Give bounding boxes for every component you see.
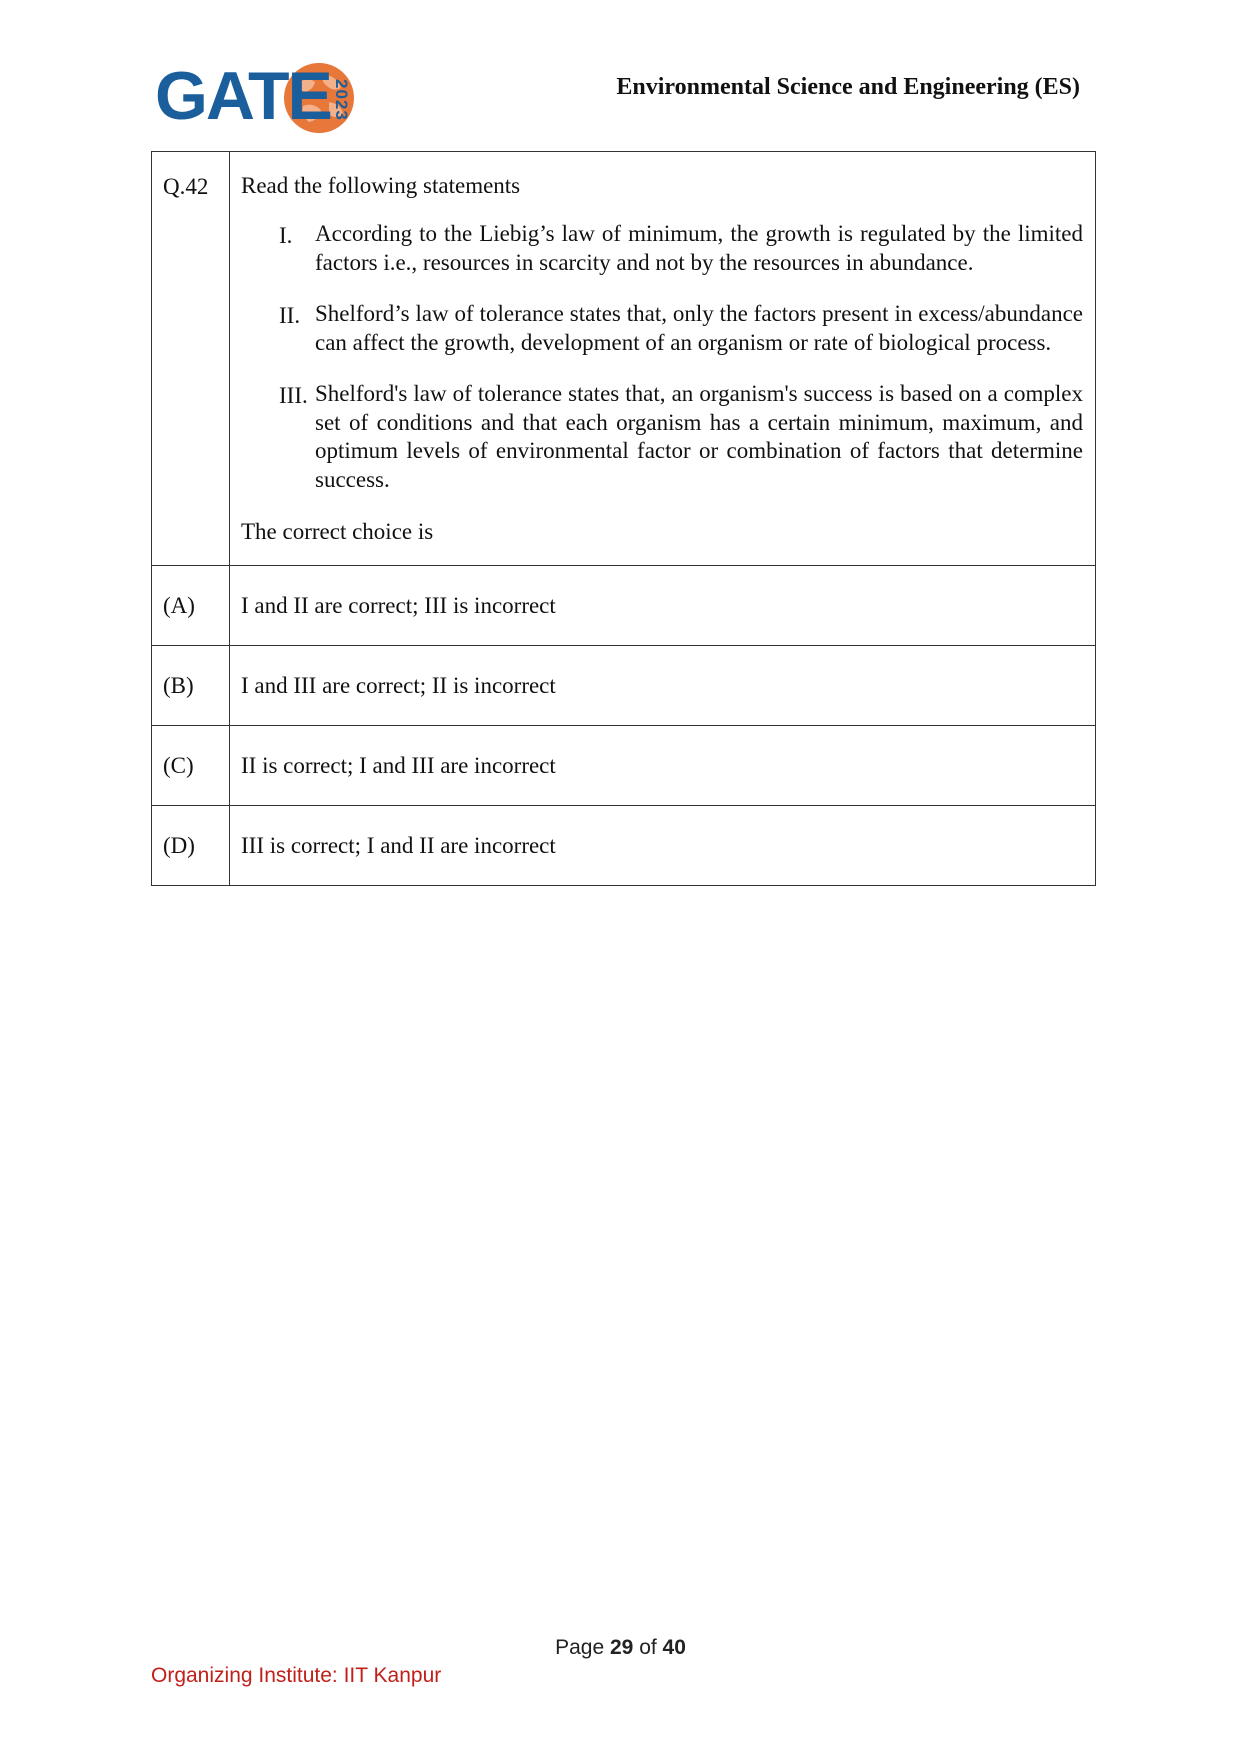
question-prompt: Read the following statements xyxy=(241,173,521,198)
statement-label: II. xyxy=(279,303,301,328)
logo-year: 2023 xyxy=(332,79,351,121)
option-row xyxy=(152,726,1096,806)
page-of: of xyxy=(639,1636,657,1659)
option-text: II is correct; I and III are incorrect xyxy=(230,726,1096,806)
option-row xyxy=(152,646,1096,726)
page-prefix: Page xyxy=(555,1636,605,1659)
option-label: (A) xyxy=(152,566,230,646)
option-text: III is correct; I and II are incorrect xyxy=(230,806,1096,886)
page-total: 40 xyxy=(662,1636,686,1659)
option-label: (C) xyxy=(152,726,230,806)
question-row xyxy=(152,152,1096,566)
statement-text: According to the Liebig’s law of minimum, the growth is regulated by the limited factors i.e., resources in scarcity and not by the resources in abundance. xyxy=(315,221,1083,275)
option-row xyxy=(152,806,1096,886)
organizing-institute: Organizing Institute: IIT Kanpur xyxy=(151,1664,442,1687)
logo-text: GATE xyxy=(155,58,331,134)
page-number xyxy=(0,1636,1241,1660)
statement-text: Shelford’s law of tolerance states that, only the factors present in excess/abundance can affect the growth, development of an organism or rate of biological process. xyxy=(315,301,1083,355)
option-text: I and III are correct; II is incorrect xyxy=(230,646,1096,726)
option-text: I and II are correct; III is incorrect xyxy=(230,566,1096,646)
question-number: Q.42 xyxy=(152,152,230,566)
gate-2023-logo xyxy=(155,58,365,140)
paper-title: Environmental Science and Engineering (ES) xyxy=(616,74,1080,100)
statement-text: Shelford's law of tolerance states that, an organism's success is based on a complex set of conditions and that each organism has a certain minimum, maximum, and optimum levels of environmental factor or combination of factors that determine success. xyxy=(315,381,1083,492)
option-label: (D) xyxy=(152,806,230,886)
question-closing: The correct choice is xyxy=(241,519,434,544)
option-row xyxy=(152,566,1096,646)
statement-item xyxy=(241,383,1083,494)
question-table xyxy=(151,151,1096,886)
statement-list xyxy=(241,223,1083,494)
statement-label: III. xyxy=(279,383,308,408)
question-body xyxy=(230,152,1096,566)
statement-item xyxy=(241,303,1083,357)
page-current: 29 xyxy=(609,1636,634,1659)
statement-label: I. xyxy=(279,223,293,248)
statement-item xyxy=(241,223,1083,277)
option-label: (B) xyxy=(152,646,230,726)
